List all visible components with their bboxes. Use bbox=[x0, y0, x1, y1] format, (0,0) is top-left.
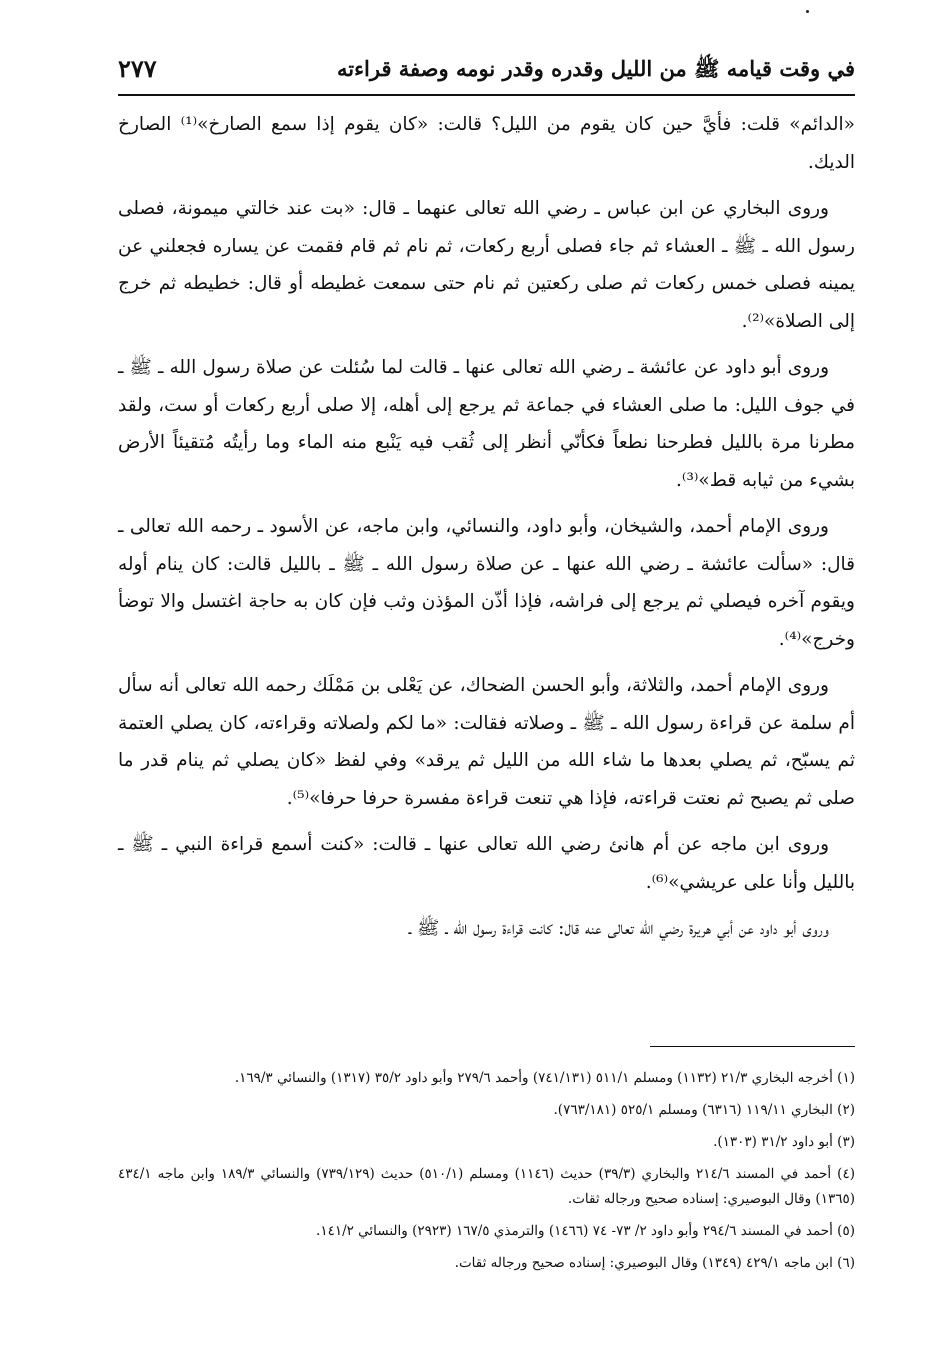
footnote: (٤) أحمد في المسند ٢١٤/٦ والبخاري (٣٩/٣) حديث (١١٤٦) ومسلم (٥١٠/١) حديث (٧٣٩/١٢٩) والنسائي ١٨٩/٣ وابن ماجه ٤٣٤/١ (١٣٦٥) وقال البوصيري: إسناده صحيح ورجاله ثقات. bbox=[118, 1166, 855, 1207]
footnotes bbox=[118, 1066, 855, 1283]
footnote: (١) أخرجه البخاري ٢١/٣ (١١٣٢) ومسلم ٥١١/١ (٧٤١/١٣١) وأحمد ٢٧٩/٦ وأبو داود ٣٥/٢ (١٣١٧) والنسائي ١٦٩/٣. bbox=[234, 1070, 855, 1086]
speck-mark bbox=[806, 10, 809, 13]
running-title: في وقت قيامه ﷺ من الليل وقدره وقدر نومه وصفة قراءته bbox=[337, 56, 855, 81]
paragraph: وروى ابن ماجه عن أم هانئ رضي الله تعالى عنها ـ قالت: «كنت أسمع قراءة النبي ـ ﷺ ـ بالليل وأنا على عريشي»⁽⁶⁾. bbox=[118, 834, 855, 893]
paragraph: وروى أبو داود عن عائشة ـ رضي الله تعالى عنها ـ قالت لما سُئلت عن صلاة رسول الله ـ ﷺ ـ في جوف الليل: ما صلى العشاء في جماعة ثم يرجع إلى أهله، إلا صلى أربع ركعات أو ست، ولقد مطرنا مرة بالليل فطرحنا نطعاً فكأنّي أنظر إلى ثُقب فيه يَنْبع منه الماء وما رأيتُه مُتقيئاً الأرض بشيء من ثيابه قط»⁽³⁾. bbox=[118, 357, 855, 491]
footnote: (٥) أحمد في المسند ٢٩٤/٦ وأبو داود ٢/ ٧٣- ٧٤ (١٤٦٦) والترمذي ١٦٧/٥ (٢٩٢٣) والنسائي ١٤١/٢. bbox=[316, 1223, 855, 1239]
footnote: (٣) أبو داود ٣١/٢ (١٣٠٣). bbox=[713, 1134, 855, 1150]
footnote-separator bbox=[650, 1046, 855, 1047]
footnote: (٢) البخاري ١١٩/١١ (٦٣١٦) ومسلم ٥٢٥/١ (٧٦٣/١٨١). bbox=[553, 1102, 855, 1118]
page-header bbox=[118, 52, 855, 92]
page-number: ٢٧٧ bbox=[118, 54, 157, 83]
paragraph: وروى البخاري عن ابن عباس ـ رضي الله تعالى عنهما ـ قال: «بت عند خالتي ميمونة، فصلى رسول الله ـ ﷺ ـ العشاء ثم جاء فصلى أربع ركعات، ثم نام ثم قام فقمت عن يساره فجعلني عن يمينه فصلى خمس ركعات ثم صلى ركعتين ثم نام حتى سمعت غطيطه أو قال: خطيطه ثم خرج إلى الصلاة»⁽²⁾. bbox=[118, 198, 855, 332]
header-rule bbox=[118, 94, 855, 96]
main-text bbox=[118, 106, 855, 957]
paragraph: وروى الإمام أحمد، والثلاثة، وأبو الحسن الضحاك، عن يَعْلى بن مَمْلَك رحمه الله تعالى أنه سأل أم سلمة عن قراءة رسول الله ـ ﷺ ـ وصلاته فقالت: «ما لكم ولصلاته وقراءته، كان يصلي العتمة ثم يسبّح، ثم يصلي بعدها ما شاء الله من الليل ثم يرقد» وفي لفظ «كان يصلي ثم ينام قدر ما صلى ثم يصبح ثم نعتت قراءته، فإذا هي تنعت قراءة مفسرة حرفا حرفا»⁽⁵⁾. bbox=[118, 675, 855, 809]
paragraph: وروى الإمام أحمد، والشيخان، وأبو داود، والنسائي، وابن ماجه، عن الأسود ـ رحمه الله تعالى ـ قال: «سألت عائشة ـ رضي الله عنها ـ عن صلاة رسول الله ـ ﷺ ـ بالليل قالت: كان ينام أوله ويقوم آخره فيصلي ثم يرجع إلى فراشه، فإذا أذّن المؤذن وثب فإن كان به حاجة اغتسل والا توضأ وخرج»⁽⁴⁾. bbox=[118, 516, 855, 650]
paragraph: «الدائم» قلت: فأيَّ حين كان يقوم من الليل؟ قالت: «كان يقوم إذا سمع الصارخ»⁽¹⁾ الصارخ الديك. bbox=[118, 114, 856, 173]
paragraph: وروى أبو داود عن أبي هريرة رضي الله تعالى عنه قال: كانت قراءة رسول الله ـ ﷺ ـ bbox=[408, 918, 829, 939]
footnote: (٦) ابن ماجه ٤٢٩/١ (١٣٤٩) وقال البوصيري: إسناده صحيح ورجاله ثقات. bbox=[454, 1255, 855, 1271]
